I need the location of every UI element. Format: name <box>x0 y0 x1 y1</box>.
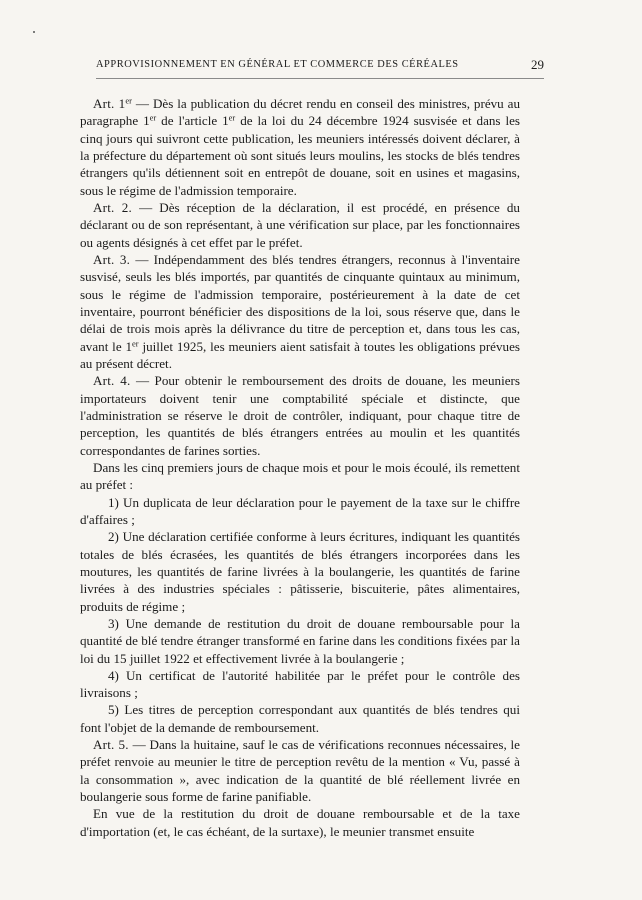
article-2-label: Art. 2. <box>93 199 133 215</box>
ordinal-superscript: er <box>228 112 236 123</box>
article-1-label: Art. 1 <box>93 96 126 111</box>
article-3 <box>80 251 520 372</box>
list-item-2: 2) Une déclaration certifiée conforme à leurs écritures, indiquant les quantités totales de blés écrasées, les quantités de blés étrangers incorporées dans les moutures, les quantités de farine livrées à la boulangerie, les quantités de farine livrées à des industries spéciales : pâtisserie, biscuiterie, pâtes alimentaires, produits de régime ; <box>80 529 520 614</box>
page-number: 29 <box>531 57 544 72</box>
article-4 <box>80 372 520 459</box>
body-text <box>80 95 520 840</box>
ordinal-superscript: er <box>125 95 133 106</box>
ordinal-superscript: er <box>149 112 157 123</box>
page-header <box>96 58 544 74</box>
list-item-5: 5) Les titres de perception correspondant aux quantités de blés tendres qui font l'objet de la demande de remboursement. <box>80 702 520 735</box>
header-rule <box>96 78 544 79</box>
article-3-label: Art. 3. <box>93 251 131 267</box>
running-title: APPROVISIONNEMENT EN GÉNÉRAL ET COMMERCE DES CÉRÉALES <box>96 59 459 70</box>
monthly-paragraph: Dans les cinq premiers jours de chaque mois et pour le mois écoulé, ils remettent au préfet : <box>80 459 520 493</box>
article-5 <box>80 736 520 805</box>
article-1-text: de l'article 1 <box>156 113 229 129</box>
list-item-4: 4) Un certificat de l'autorité habilitée par le préfet pour le contrôle des livraisons ; <box>80 667 520 701</box>
list-item-1: 1) Un duplicata de leur déclaration pour le payement de la taxe sur le chiffre d'affaires ; <box>80 494 520 527</box>
list-item-3: 3) Une demande de restitution du droit de douane remboursable pour la quantité de blé tendre étranger transformé en farine dans les conditions fixées par la loi du 15 juillet 1922 et effectivement livrée à la boulangerie ; <box>80 615 520 666</box>
article-1-text: — Dès la publication du décret rendu en conseil des ministres, prévu au paragraphe 1 <box>80 96 520 129</box>
ordinal-superscript: er <box>132 338 139 349</box>
article-1-text: de la loi du 24 décembre 1924 susvisée et dans les cinq jours qui suivront cette publication, les meuniers intéressés doivent déclarer, à la préfecture du département où sont situés leurs moulins, les stocks de blés tendres étrangers qu'ils détiennent soit en entrepôt de douane, soit en usines et magasins, sous le régime de l'admission temporaire. <box>80 113 520 198</box>
article-5-label: Art. 5. <box>93 737 129 753</box>
article-4-text: — Pour obtenir le remboursement des droits de douane, les meuniers importateurs doivent tenir une comptabilité spéciale et distincte, que l'administration se réserve le droit de contrôler, indiquant, pour chaque titre de perception, les quantités de blés étrangers entrées au moulin et les quantités correspondantes de farines sorties. <box>80 373 520 458</box>
article-5-text: — Dans la huitaine, sauf le cas de vérifications reconnues nécessaires, le préfet renvoie au meunier le titre de perception revêtu de la mention « Vu, passé à la consommation », avec indication de la quantité de blé réellement livrée en boulangerie sous forme de farine panifiable. <box>80 737 520 805</box>
article-4-label: Art. 4. <box>93 373 131 389</box>
article-1 <box>80 95 520 199</box>
article-3-text: juillet 1925, les meuniers aient satisfait à toutes les obligations prévues au présent décret. <box>80 338 520 371</box>
article-2-text: — Dès réception de la déclaration, il est procédé, en présence du déclarant ou de son représentant, à une vérification sur place, par les fonctionnaires ou agents désignés à cet effet par le préfet. <box>80 199 520 250</box>
article-2 <box>80 199 520 251</box>
closing-paragraph: En vue de la restitution du droit de douane remboursable et de la taxe d'importation (et, le cas échéant, de la surtaxe), le meunier transmet ensuite <box>80 806 520 839</box>
article-3-text: — Indépendamment des blés tendres étrangers, reconnus à l'inventaire susvisé, seuls les blés importés, par quantités de cinquante quintaux au minimum, sous le régime de l'admission temporaire, postérieurement à la date de cet inventaire, pourront bénéficier des dispositions de la loi, sous réserve que, dans le délai de trois mois après la délivrance du titre de perception et, dans tous les cas, avant le 1 <box>80 251 520 354</box>
scan-speck <box>33 31 35 33</box>
